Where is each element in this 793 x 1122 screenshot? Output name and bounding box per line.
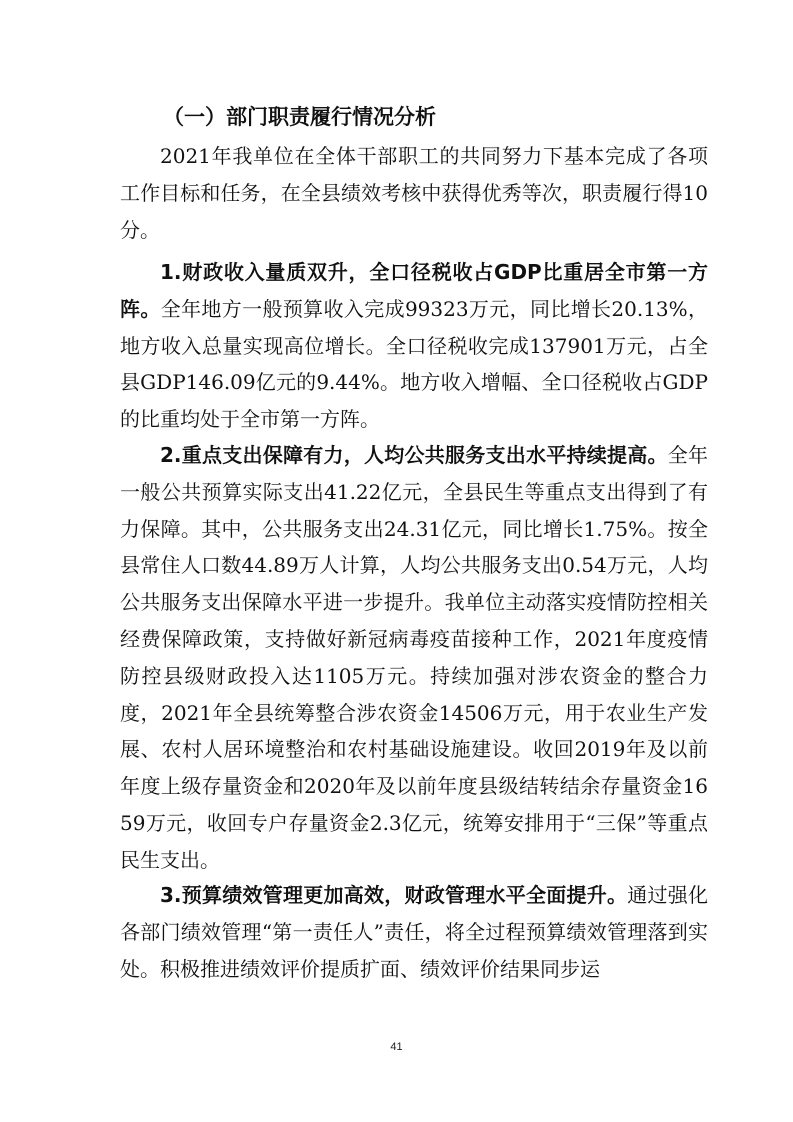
intro-paragraph [120, 138, 708, 248]
item-3-lead: 3.预算绩效管理更加高效，财政管理水平全面提升。 [160, 883, 628, 907]
item-1-lead: 1.财政收入量质双升，全口径税收占GDP比重居全市第一方阵。 [120, 260, 708, 321]
intro-paragraph-text: 2021年我单位在全体干部职工的共同努力下基本完成了各项工作目标和任务，在全县绩效考核中获得优秀等次，职责履行得10分。 [120, 144, 708, 242]
item-3-text: 通过强化各部门绩效管理“第一责任人”责任，将全过程预算绩效管理落到实处。积极推进绩效评价提质扩面、绩效评价结果同步运 [120, 883, 708, 981]
item-2-text: 全年一般公共预算实际支出41.22亿元，全县民生等重点支出得到了有力保障。其中，公共服务支出24.31亿元，同比增长1.75%。按全县常住人口数44.89万人计算，人均公共服务支出0.54万元，人均公共服务支出保障水平进一步提升。我单位主动落实疫情防控相关经费保障政策，支持做好新冠病毒疫苗接种工作，2021年度疫情防控县级财政投入达1105万元。持续加强对涉农资金的整合力度，2021年全县统筹整合涉农资金14506万元，用于农业生产发展、农村人居环境整治和农村基础设施建设。收回2019年及以前年度上级存量资金和2020年及以前年度县级结转结余存量资金1659万元，收回专户存量资金2.3亿元，统筹安排用于“三保”等重点民生支出。 [120, 443, 708, 872]
item-1-text: 全年地方一般预算收入完成99323万元，同比增长20.13%，地方收入总量实现高位增长。全口径税收完成137901万元，占全县GDP146.09亿元的9.44%。地方收入增幅、全口径税收占GDP的比重均处于全市第一方阵。 [120, 296, 709, 432]
item-1-paragraph [120, 254, 708, 438]
page-number: 41 [390, 1041, 403, 1053]
section-heading: （一）部门职责履行情况分析 [163, 104, 436, 129]
item-3-paragraph [120, 877, 708, 987]
item-2-paragraph [120, 437, 708, 879]
item-2-lead: 2.重点支出保障有力，人均公共服务支出水平持续提高。 [160, 443, 668, 467]
